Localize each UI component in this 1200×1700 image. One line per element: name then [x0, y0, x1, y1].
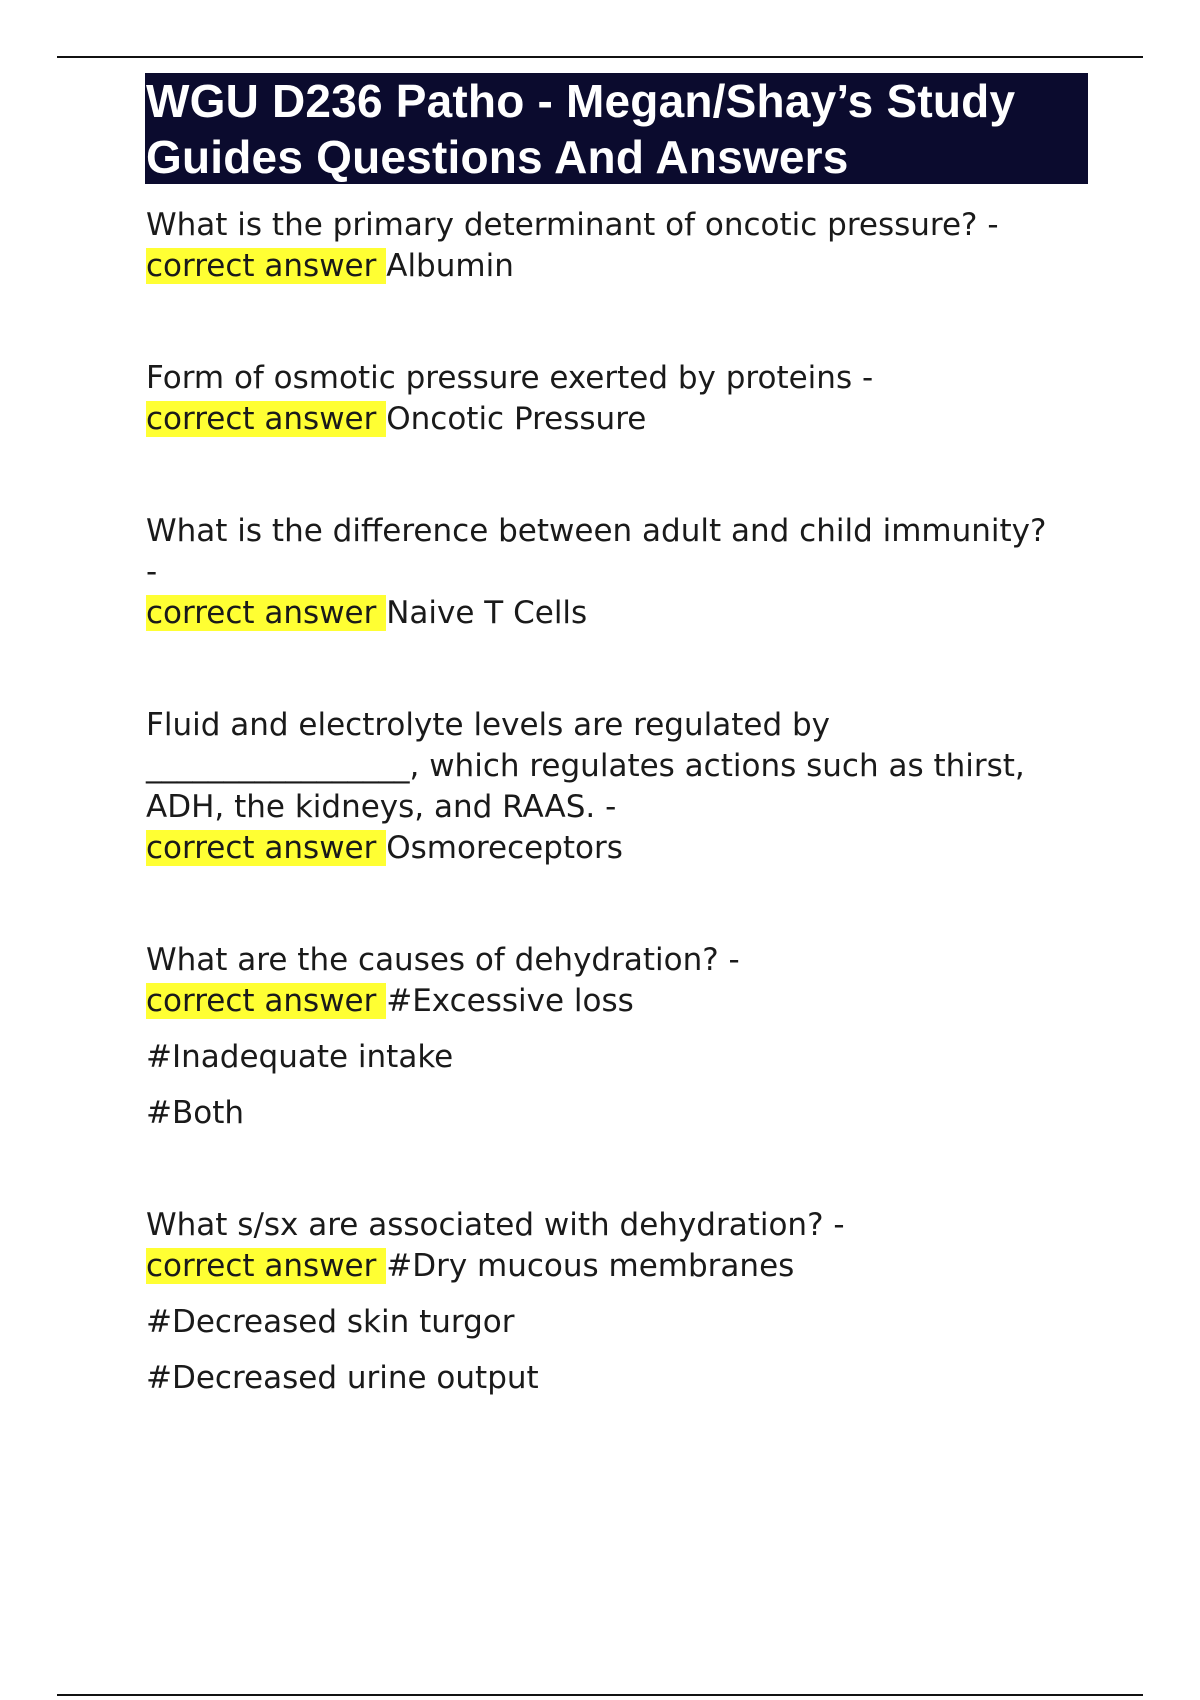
correct-answer-marker: correct answer	[146, 983, 387, 1019]
answer-text: #Excessive loss	[386, 983, 634, 1019]
title-line-2: Guides Questions And Answers	[146, 131, 849, 183]
qa-item	[146, 1205, 1096, 1399]
answer-line	[146, 593, 1096, 634]
answer-text: #Dry mucous membranes	[386, 1248, 795, 1284]
answer-text: Osmoreceptors	[386, 830, 623, 866]
title-line-1: WGU D236 Patho - Megan/Shay’s Study	[146, 75, 1016, 127]
correct-answer-marker: correct answer	[146, 830, 387, 866]
question-text: Form of osmotic pressure exerted by proteins -	[146, 360, 874, 396]
answer-extra-line: #Decreased urine output	[146, 1360, 539, 1396]
answer-line	[146, 1246, 1096, 1287]
answer-line	[146, 981, 1096, 1022]
correct-answer-marker: correct answer	[146, 1248, 387, 1284]
answer-line	[146, 828, 1096, 869]
answer-line	[146, 399, 1096, 440]
qa-item	[146, 705, 1096, 869]
document-title	[145, 73, 1088, 184]
qa-item	[146, 511, 1096, 634]
question-text: ADH, the kidneys, and RAAS. -	[146, 789, 617, 825]
question-text: What is the primary determinant of oncotic pressure? -	[146, 207, 999, 243]
question-text: -	[146, 554, 158, 590]
answer-extra-line: #Decreased skin turgor	[146, 1304, 515, 1340]
qa-list	[146, 205, 1096, 1470]
answer-text: Albumin	[386, 248, 514, 284]
answer-line	[146, 246, 1096, 287]
qa-item	[146, 940, 1096, 1134]
answer-text: Oncotic Pressure	[386, 401, 647, 437]
correct-answer-marker: correct answer	[146, 401, 387, 437]
bottom-rule	[57, 1694, 1143, 1696]
question-text: What s/sx are associated with dehydration? -	[146, 1207, 845, 1243]
question-text: What is the difference between adult and child immunity?	[146, 513, 1047, 549]
question-text: _________________, which regulates actions such as thirst,	[146, 748, 1025, 784]
question-text: What are the causes of dehydration? -	[146, 942, 740, 978]
answer-extra-line: #Both	[146, 1095, 245, 1131]
correct-answer-marker: correct answer	[146, 248, 387, 284]
answer-text: Naive T Cells	[386, 595, 588, 631]
qa-item	[146, 358, 1096, 440]
top-rule	[57, 56, 1143, 58]
answer-extra-line: #Inadequate intake	[146, 1039, 454, 1075]
correct-answer-marker: correct answer	[146, 595, 387, 631]
question-text: Fluid and electrolyte levels are regulated by	[146, 707, 830, 743]
qa-item	[146, 205, 1096, 287]
